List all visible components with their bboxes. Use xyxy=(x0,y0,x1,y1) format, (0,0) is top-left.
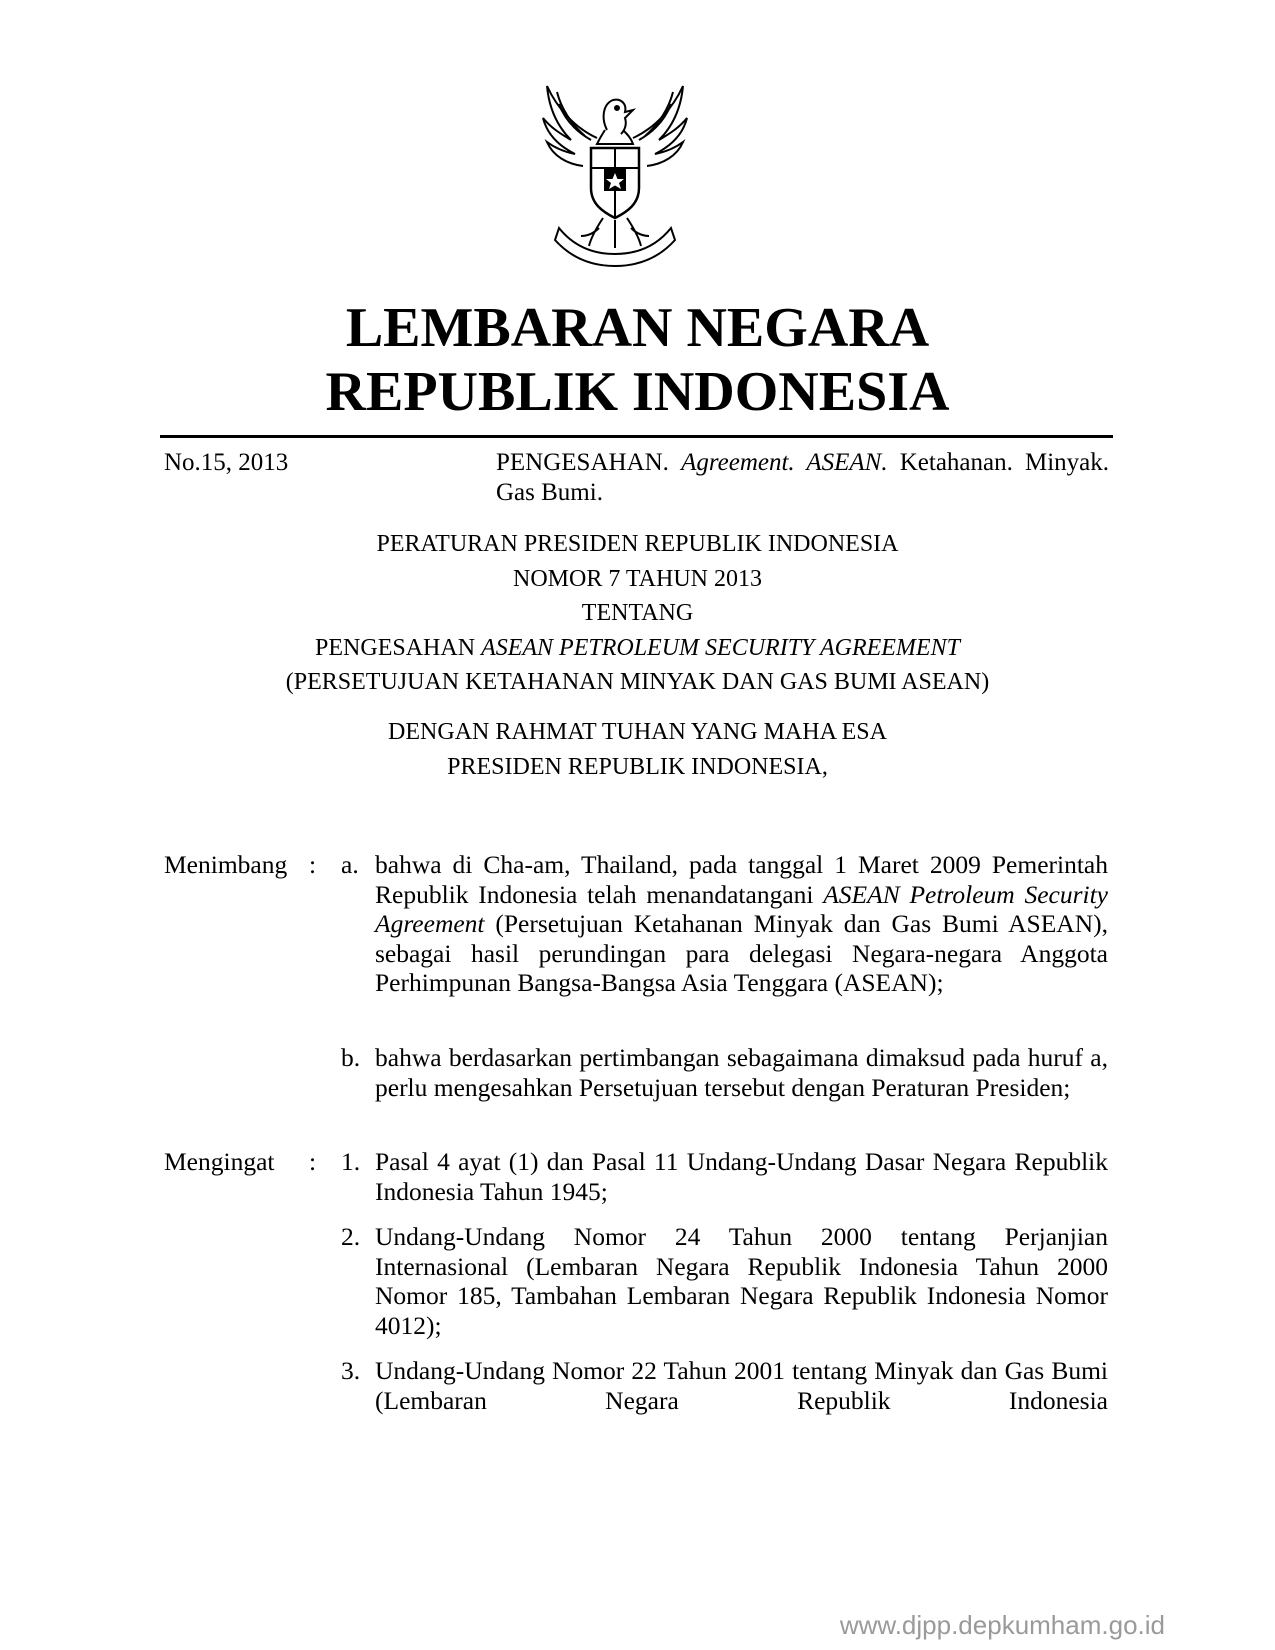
regulation-subject-prefix: PENGESAHAN xyxy=(315,635,482,661)
regulation-number: NOMOR 7 TAHUN 2013 xyxy=(513,566,762,592)
issue-number: No.15, 2013 xyxy=(164,449,289,476)
menimbang-item-a-italic: ASEAN Petroleum Security Agreement xyxy=(375,879,1108,938)
mengingat-item-1: Pasal 4 ayat (1) dan Pasal 11 Undang-Undang Dasar Negara Republik Indonesia Tahun 1945; xyxy=(375,1147,1108,1206)
mengingat-marker-3: 3. xyxy=(341,1356,361,1385)
issue-subject-italic: Agreement. ASEAN. xyxy=(681,449,888,476)
issue-subject-prefix: PENGESAHAN. xyxy=(496,449,669,476)
masthead-divider xyxy=(160,435,1113,438)
menimbang-item-b: bahwa berdasarkan pertimbangan sebagaimana dimaksud pada huruf a, perlu mengesahkan Persetujuan tersebut dengan Peraturan Presiden; xyxy=(375,1043,1108,1102)
masthead-title-line1: LEMBARAN NEGARA xyxy=(345,297,930,359)
mengingat-marker-1: 1. xyxy=(341,1147,361,1176)
issue-subject xyxy=(496,448,1109,508)
mengingat-marker-2: 2. xyxy=(341,1222,361,1251)
president-heading: PRESIDEN REPUBLIK INDONESIA, xyxy=(447,754,828,780)
mengingat-item-2: Undang-Undang Nomor 24 Tahun 2000 tentang Perjanjian Internasional (Lembaran Negara Republik Indonesia Tahun 2000 Nomor 185, Tambahan Lembaran Negara Republik Indonesia Nomor 4012); xyxy=(375,1222,1108,1340)
menimbang-item-a-pre: bahwa di Cha-am, Thailand, pada tanggal 1 Maret 2009 Pemerintah Republik Indonesia telah menandatangani xyxy=(375,850,1108,909)
garuda-pancasila-emblem-icon xyxy=(535,78,695,278)
menimbang-marker-a: a. xyxy=(341,850,359,879)
mengingat-item-3: Undang-Undang Nomor 22 Tahun 2001 tentang Minyak dan Gas Bumi (Lembaran Negara Republik Indonesia xyxy=(375,1356,1108,1415)
masthead-title-line2: REPUBLIK INDONESIA xyxy=(325,361,950,423)
issue-subject-suffix: Ketahanan. Minyak. Gas Bumi. xyxy=(496,449,1109,506)
regulation-subject-italic: ASEAN PETROLEUM SECURITY AGREEMENT xyxy=(481,635,960,661)
regulation-tentang: TENTANG xyxy=(581,600,694,626)
invocation: DENGAN RAHMAT TUHAN YANG MAHA ESA xyxy=(388,719,887,745)
regulation-title: PERATURAN PRESIDEN REPUBLIK INDONESIA xyxy=(376,531,899,557)
mengingat-label: Mengingat xyxy=(164,1147,275,1176)
menimbang-marker-b: b. xyxy=(341,1043,361,1072)
regulation-subject xyxy=(0,632,1275,664)
mengingat-colon: : xyxy=(309,1147,317,1176)
menimbang-item-a-post: (Persetujuan Ketahanan Minyak dan Gas Bumi ASEAN), sebagai hasil perundingan para delegasi Negara-negara Anggota Perhimpunan Bangsa-Bangsa Asia Tenggara (ASEAN); xyxy=(375,909,1108,997)
regulation-subject-translation: (PERSETUJUAN KETAHANAN MINYAK DAN GAS BUMI ASEAN) xyxy=(285,669,990,695)
menimbang-item-a xyxy=(375,850,1108,998)
source-watermark-link[interactable]: www.djpp.depkumham.go.id xyxy=(839,1610,1165,1640)
menimbang-colon: : xyxy=(309,850,317,879)
menimbang-label: Menimbang xyxy=(164,850,288,879)
